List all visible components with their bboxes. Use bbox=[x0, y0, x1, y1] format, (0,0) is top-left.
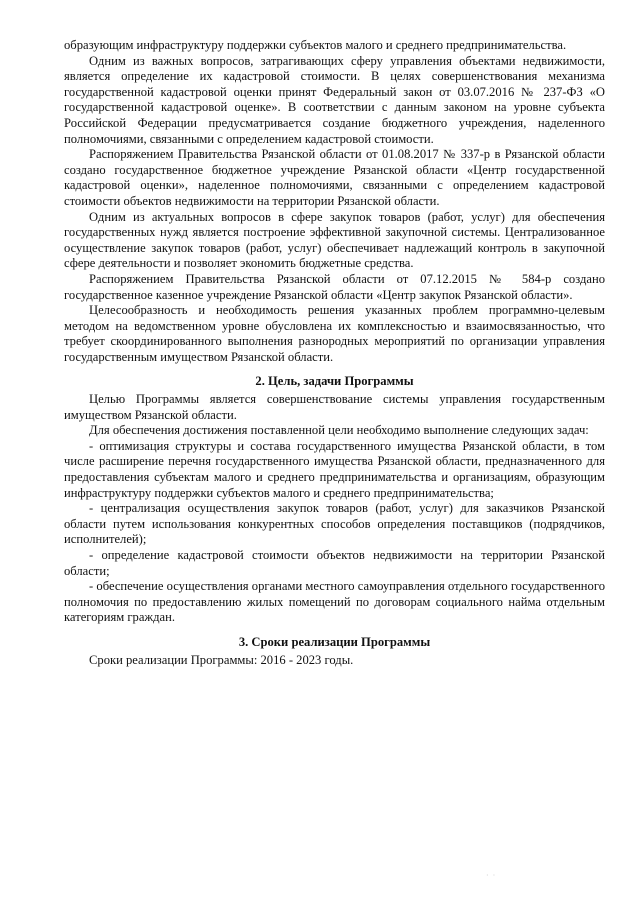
section-3-heading: 3. Сроки реализации Программы bbox=[238, 634, 431, 649]
scan-mark: · · bbox=[486, 871, 497, 880]
paragraph-valuation-center: Распоряжением Правительства Рязанской области от 01.08.2017 № 337-р в Рязанской области создано государственное бюджетное учреждение Рязанской области «Центр государственной кадастровой оценки», наделенное полномочиями, связанными с определением кадастровой стоимости объектов недвижимости на территории Рязанской области. bbox=[64, 147, 605, 208]
task-item: - обеспечение осуществления органами местного самоуправления отдельного государственного полномочия по предоставлению жилых помещений по договорам социального найма отдельным категориям граждан. bbox=[64, 579, 605, 625]
section-2-heading: 2. Цель, задачи Программы bbox=[255, 374, 414, 389]
task-item: - централизация осуществления закупок товаров (работ, услуг) для заказчиков Рязанской области путем использования конкурентных способов определения поставщиков (подрядчиков, исполнителей); bbox=[64, 501, 605, 547]
paragraph-continuation: образующим инфраструктуру поддержки субъектов малого и среднего предпринимательства. bbox=[64, 38, 567, 52]
task-item: - оптимизация структуры и состава государственного имущества Рязанской области, в том числе расширение перечня государственного имущества Рязанской области, предназначенного для предоставления субъектам малого и среднего предпринимательства и организациям, образующим инфраструктуру поддержки субъектов малого и среднего предпринимательства; bbox=[64, 438, 605, 500]
program-period: Сроки реализации Программы: 2016 - 2023 годы. bbox=[89, 652, 354, 667]
document-body bbox=[64, 38, 605, 668]
tasks-intro: Для обеспечения достижения поставленной цели необходимо выполнение следующих задач: bbox=[89, 423, 589, 438]
paragraph-rationale: Целесообразность и необходимость решения указанных проблем программно-целевым методом на ведомственном уровне обусловлена их комплексностью и взаимосвязанностью, что требует скоординированного выполнения разнородных мероприятий по организации управления государственным имуществом Рязанской области. bbox=[64, 303, 605, 364]
paragraph-procurement-center: Распоряжением Правительства Рязанской области от 07.12.2015 № 584-р создано государственное казенное учреждение Рязанской области «Центр закупок Рязанской области». bbox=[64, 271, 605, 302]
paragraph-procurement: Одним из актуальных вопросов в сфере закупок товаров (работ, услуг) для обеспечения государственных нужд является построение эффективной закупочной системы. Централизованное осуществление закупок товаров (работ, услуг) обеспечивает надлежащий контроль в закупочной сфере деятельности и позволяет экономить бюджетные средства. bbox=[64, 209, 605, 271]
program-goal: Целью Программы является совершенствование системы управления государственным имуществом Рязанской области. bbox=[64, 392, 605, 422]
task-item: - определение кадастровой стоимости объектов недвижимости на территории Рязанской области; bbox=[64, 548, 605, 578]
paragraph-cadastral-valuation: Одним из важных вопросов, затрагивающих сферу управления объектами недвижимости, является определение их кадастровой стоимости. В целях совершенствования механизма государственной кадастровой оценки принят Федеральный закон от 03.07.2016 № 237-ФЗ «О государственной кадастровой оценке». В соответствии с данным законом на уровне субъекта Российской Федерации предусматривается создание бюджетного учреждения, наделенного полномочиями, связанными с определением кадастровой стоимости. bbox=[64, 53, 605, 146]
